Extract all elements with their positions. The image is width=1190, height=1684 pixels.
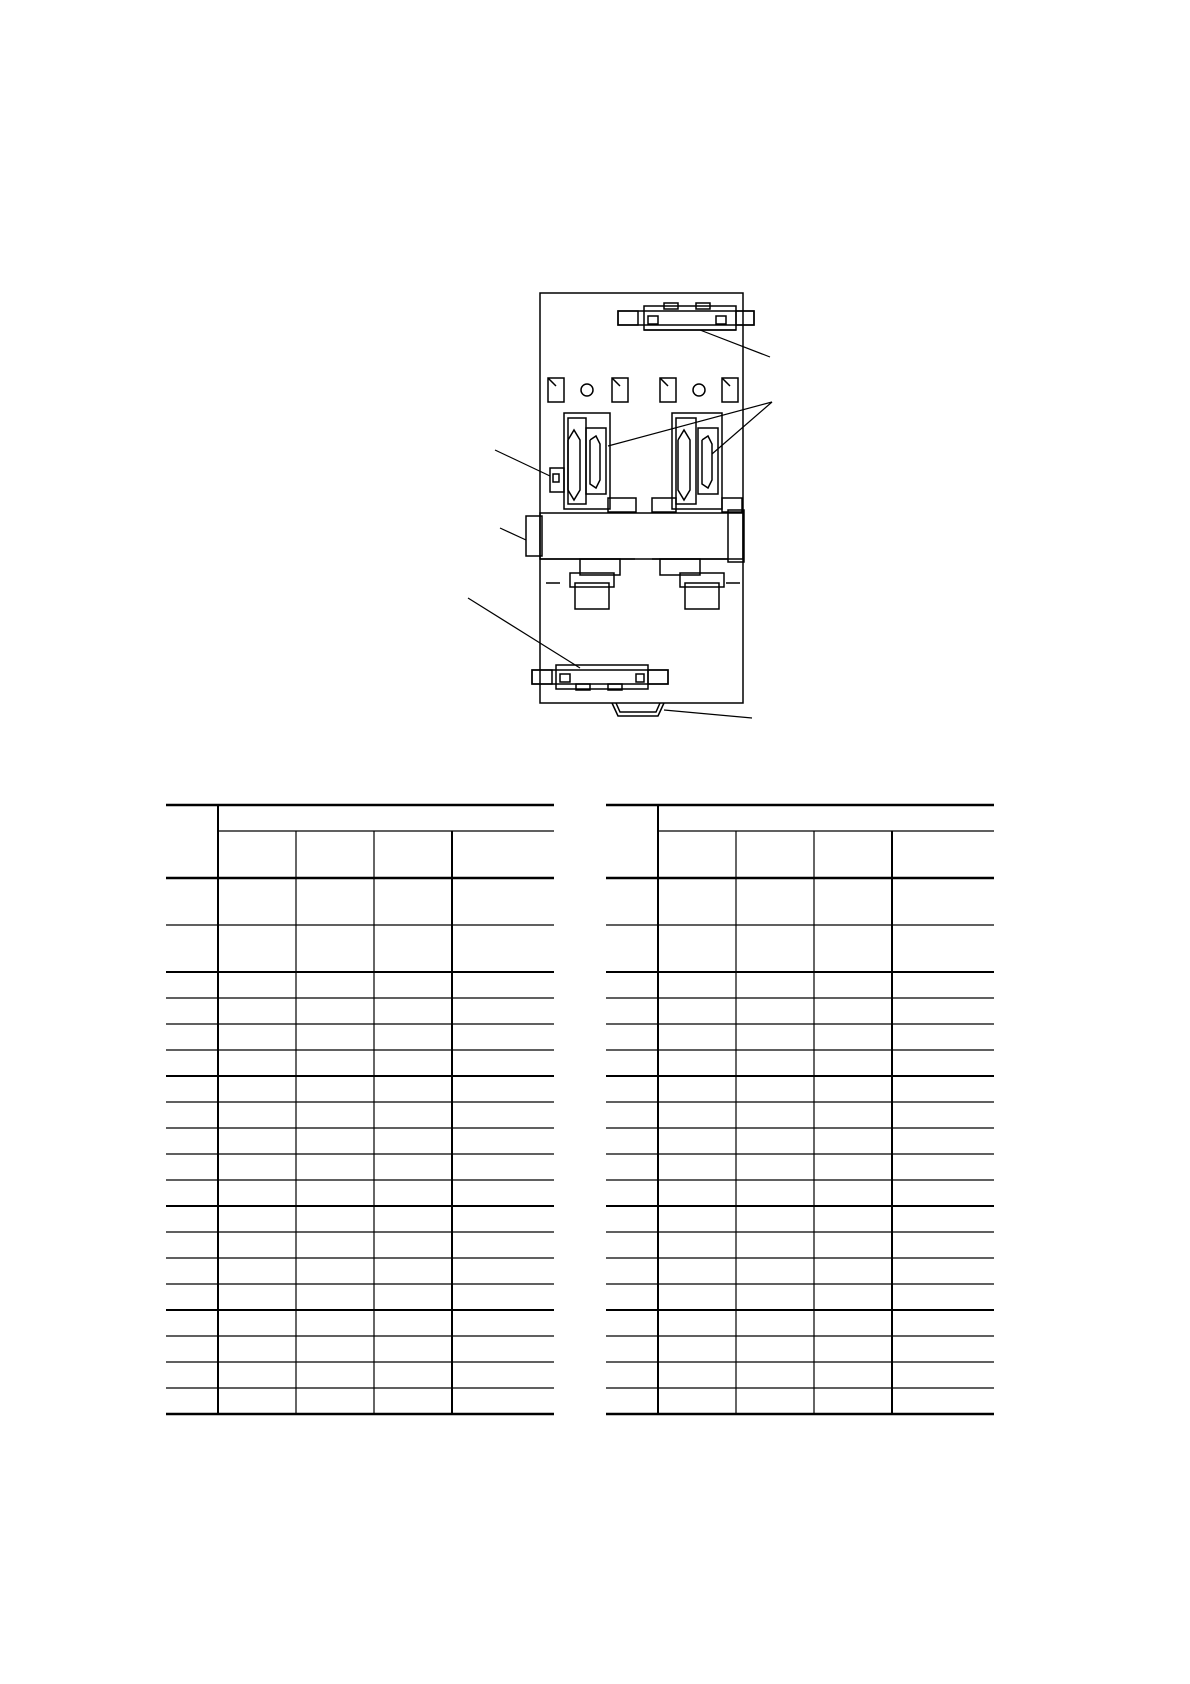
top-din-clip <box>618 303 754 330</box>
leader-lines <box>468 330 772 718</box>
blank-table-left <box>166 790 556 1440</box>
module-diagram <box>0 0 1190 760</box>
terminal-blocks <box>546 573 740 609</box>
indicator-row <box>548 378 738 402</box>
left-connectors <box>564 413 636 512</box>
bottom-latch <box>612 703 664 716</box>
right-connectors <box>652 413 742 512</box>
blank-table-right <box>606 790 996 1440</box>
housing-outline <box>540 293 743 703</box>
bottom-din-clip <box>532 665 668 690</box>
front-cover-band <box>526 510 744 575</box>
small-switch <box>550 468 564 492</box>
